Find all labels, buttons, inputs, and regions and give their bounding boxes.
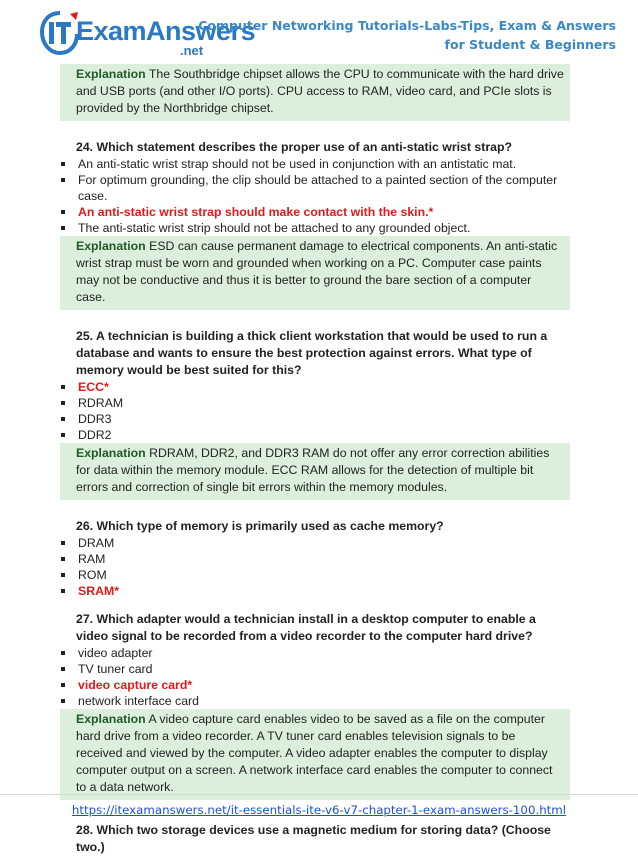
page-content xyxy=(60,64,570,856)
options-26 xyxy=(60,535,570,599)
logo-text: ExamAnswers xyxy=(76,16,256,46)
options-25 xyxy=(60,379,570,443)
question-28: 28. Which two storage devices use a magnetic medium for storing data? (Choose two.) xyxy=(76,823,551,854)
explanation-label: Explanation xyxy=(76,239,146,253)
option-27-b: TV tuner card xyxy=(60,661,570,677)
tagline-line-2: for Student & Beginners xyxy=(444,37,616,52)
explanation-label: Explanation xyxy=(76,67,146,81)
source-link[interactable]: https://itexamanswers.net/it-essentials-ite-v6-v7-chapter-1-exam-answers-100.html xyxy=(71,803,567,817)
question-26: 26. Which type of memory is primarily used as cache memory? xyxy=(76,519,444,533)
option-26-c: ROM xyxy=(60,567,570,583)
explanation-label: Explanation xyxy=(76,446,146,460)
explanation-text: A video capture card enables video to be saved as a file on the computer hard drive from a video recorder. A TV tuner card enables television signals to be received and viewed by the computer. A video adapter enables the computer to display computer output on a screen. A network interface card enables the computer to connect to a data network. xyxy=(76,712,553,794)
option-26-a: DRAM xyxy=(60,535,570,551)
options-24 xyxy=(60,156,570,236)
site-tagline xyxy=(198,16,616,54)
options-27 xyxy=(60,645,570,709)
page-header xyxy=(0,0,638,60)
option-26-b: RAM xyxy=(60,551,570,567)
explanation-box-23 xyxy=(60,64,570,121)
logo-domain: .net xyxy=(180,43,204,58)
option-24-b: For optimum grounding, the clip should be attached to a painted section of the computer case. xyxy=(60,172,570,204)
explanation-box-24 xyxy=(60,236,570,310)
option-25-d: DDR2 xyxy=(60,427,570,443)
option-27-c-correct: video capture card* xyxy=(60,677,570,693)
option-25-a-correct: ECC* xyxy=(60,379,570,395)
option-25-c: DDR3 xyxy=(60,411,570,427)
option-24-c-correct: An anti-static wrist strap should make contact with the skin.* xyxy=(60,204,570,220)
option-24-a: An anti-static wrist strap should not be used in conjunction with an antistatic mat. xyxy=(60,156,570,172)
explanation-text: The Southbridge chipset allows the CPU to communicate with the hard drive and USB ports (and other I/O ports). CPU access to RAM, video card, and PCIe slots is provided by the Northbridge chipset. xyxy=(76,67,564,115)
explanation-box-27 xyxy=(60,709,570,800)
tagline-line-1: Computer Networking Tutorials-Labs-Tips, Exam & Answers xyxy=(198,18,616,33)
page-footer xyxy=(0,794,638,819)
option-27-a: video adapter xyxy=(60,645,570,661)
it-logo-icon xyxy=(40,10,80,56)
option-26-d-correct: SRAM* xyxy=(60,583,570,599)
question-27: 27. Which adapter would a technician install in a desktop computer to enable a video signal to be recorded from a video recorder to the computer hard drive? xyxy=(76,612,536,643)
explanation-text: ESD can cause permanent damage to electrical components. An anti-static wrist strap must be worn and grounded when working on a PC. Computer case paints may not be conductive and thus it is better to ground the bare section of a computer case. xyxy=(76,239,558,304)
question-25: 25. A technician is building a thick client workstation that would be used to run a database and wants to ensure the best protection against errors. What type of memory would be best suited for this? xyxy=(76,329,548,377)
question-24: 24. Which statement describes the proper use of an anti-static wrist strap? xyxy=(76,140,512,154)
explanation-box-25 xyxy=(60,443,570,500)
explanation-label: Explanation xyxy=(76,712,146,726)
option-25-b: RDRAM xyxy=(60,395,570,411)
option-27-d: network interface card xyxy=(60,693,570,709)
explanation-text: RDRAM, DDR2, and DDR3 RAM do not offer any error correction abilities for data within the memory module. ECC RAM allows for the detection of multiple bit errors and correction of single bit errors within the memory modules. xyxy=(76,446,550,494)
option-24-d: The anti-static wrist strip should not be attached to any grounded object. xyxy=(60,220,570,236)
